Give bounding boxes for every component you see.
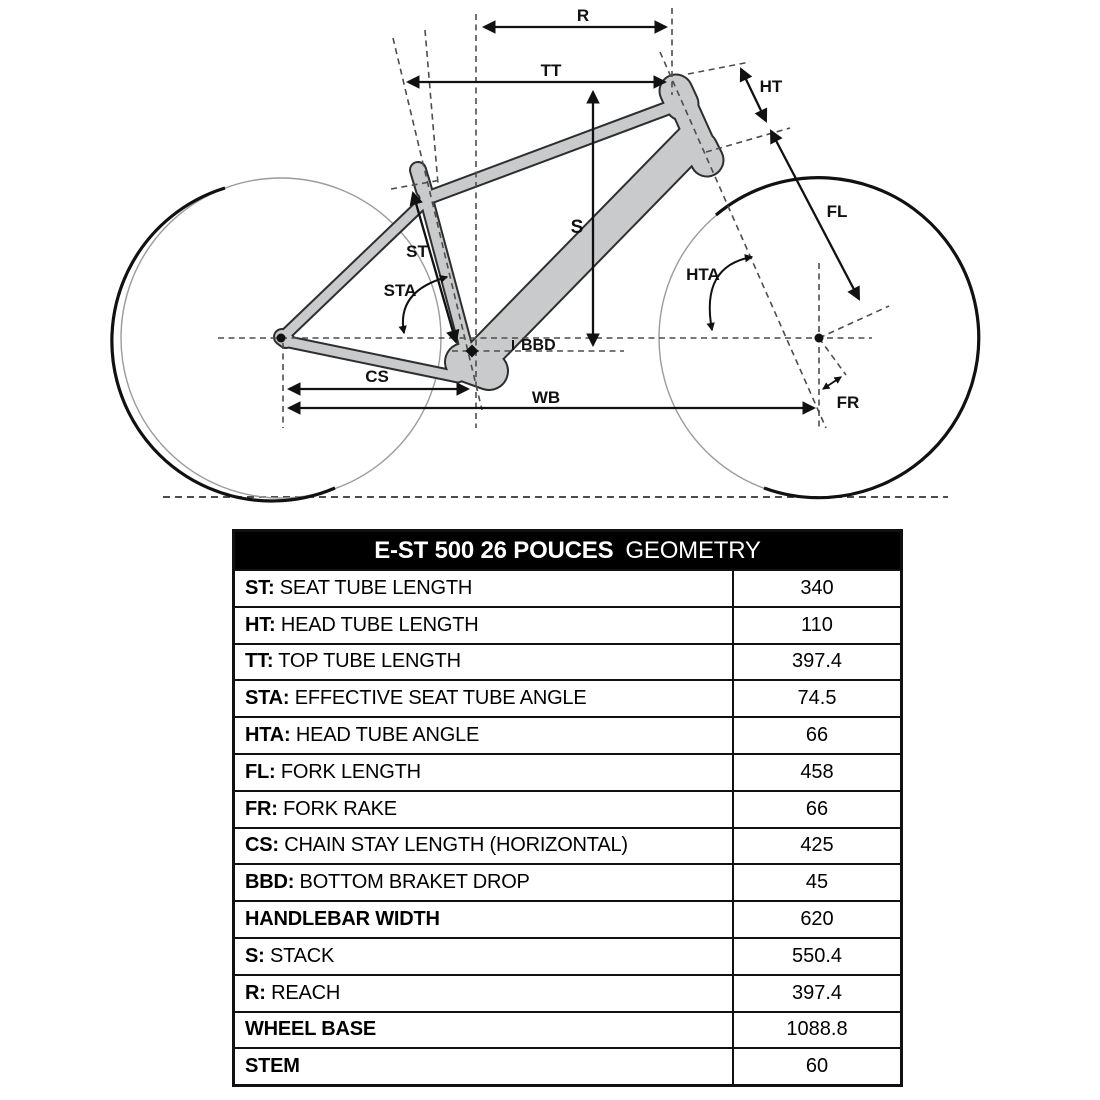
front-axle-dot — [815, 334, 824, 343]
row-label-tt: TT: TOP TUBE LENGTH — [235, 645, 734, 680]
seattube-label: ST — [406, 242, 428, 261]
row-value-st: 340 — [800, 576, 834, 599]
head-angle-label: HTA — [686, 265, 720, 284]
fork-rake-stub-line — [819, 338, 846, 375]
row-value-tt: 397.4 — [791, 650, 843, 673]
table-row-hta — [235, 716, 900, 753]
forkrake-arrow — [823, 377, 841, 389]
row-value-hta: 66 — [805, 724, 829, 747]
row-label-stem: STEM — [235, 1049, 734, 1084]
table-row-wheelbase — [235, 1011, 900, 1048]
headtube-label: HT — [759, 77, 783, 96]
table-row-s — [235, 937, 900, 974]
row-label-fl: FL: FORK LENGTH — [235, 755, 734, 790]
row-label-cs: CS: CHAIN STAY LENGTH (HORIZONTAL) — [235, 829, 734, 864]
stack-label: S — [570, 217, 584, 238]
geometry-table-body — [235, 569, 900, 1084]
row-value-sta: 74.5 — [797, 687, 837, 710]
row-value-s: 550.4 — [791, 944, 843, 967]
toptube-label: TT — [540, 61, 562, 80]
table-row-handlebar — [235, 900, 900, 937]
row-value-r: 397.4 — [791, 981, 843, 1004]
row-label-s: S: STACK — [235, 939, 734, 974]
geometry-table-header — [235, 532, 900, 569]
table-row-ht — [235, 606, 900, 643]
row-label-r: R: REACH — [235, 976, 734, 1011]
table-row-r — [235, 974, 900, 1011]
table-row-cs — [235, 827, 900, 864]
forklength-label: FL — [826, 202, 848, 221]
bike-geometry-diagram — [0, 0, 1100, 515]
table-row-st — [235, 569, 900, 606]
bike-frame — [282, 91, 707, 377]
row-value-handlebar: 620 — [800, 908, 834, 931]
table-row-sta — [235, 679, 900, 716]
row-value-ht: 110 — [801, 613, 833, 636]
headtube-top-stub-line — [688, 62, 750, 74]
row-label-hta: HTA: HEAD TUBE ANGLE — [235, 718, 734, 753]
table-row-bbd — [235, 863, 900, 900]
table-title-model: E-ST 500 26 POUCES — [374, 536, 614, 564]
row-label-handlebar: HANDLEBAR WIDTH — [235, 902, 734, 937]
reach-label: R — [576, 6, 590, 25]
row-label-wheelbase: WHEEL BASE — [235, 1013, 734, 1048]
seatpost-axis-line — [425, 30, 438, 184]
table-row-tt — [235, 643, 900, 680]
table-title-suffix: GEOMETRY — [625, 536, 761, 564]
row-label-st: ST: SEAT TUBE LENGTH — [235, 571, 734, 606]
row-value-fl: 458 — [800, 760, 834, 783]
table-row-fr — [235, 790, 900, 827]
row-label-fr: FR: FORK RAKE — [235, 792, 734, 827]
headtube-bottom-stub-line — [706, 128, 790, 152]
geometry-table — [232, 529, 903, 1087]
bike-geometry-svg — [0, 0, 1100, 515]
row-label-sta: STA: EFFECTIVE SEAT TUBE ANGLE — [235, 681, 734, 716]
table-row-fl — [235, 753, 900, 790]
rear-axle-dot — [277, 334, 286, 343]
forkrake-label: FR — [836, 393, 860, 412]
row-value-cs: 425 — [800, 834, 834, 857]
row-value-bbd: 45 — [805, 871, 829, 894]
wheelbase-label: WB — [531, 388, 561, 407]
row-value-stem: 60 — [805, 1055, 829, 1078]
fork-end-stub-line — [819, 306, 889, 338]
row-label-bbd: BBD: BOTTOM BRAKET DROP — [235, 865, 734, 900]
row-value-wheelbase: 1088.8 — [786, 1018, 848, 1041]
row-label-ht: HT: HEAD TUBE LENGTH — [235, 608, 734, 643]
bbd-label: BBD — [521, 337, 556, 354]
chainstay-label: CS — [365, 367, 389, 386]
row-value-fr: 66 — [805, 797, 829, 820]
seat-angle-label: STA — [383, 281, 417, 300]
table-row-stem — [235, 1047, 900, 1084]
